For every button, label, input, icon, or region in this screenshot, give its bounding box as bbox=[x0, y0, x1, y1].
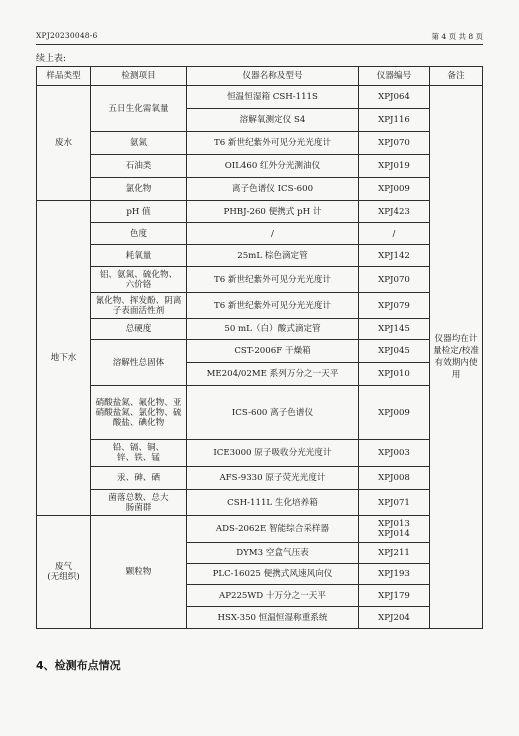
test-item: 氨氮 bbox=[91, 132, 187, 155]
report-number: XPJ20230048-6 bbox=[36, 31, 98, 40]
table-row bbox=[37, 201, 483, 223]
instrument-code: XPJ116 bbox=[359, 109, 430, 132]
test-item: 汞、砷、硒 bbox=[91, 467, 187, 490]
instrument-code: XPJ145 bbox=[359, 319, 430, 340]
instrument-name: / bbox=[187, 223, 359, 245]
instrument-code: XPJ071 bbox=[359, 490, 430, 516]
table-row bbox=[37, 267, 483, 293]
instrument-name: T6 新世纪紫外可见分光光度计 bbox=[187, 293, 359, 319]
instrument-code: XPJ079 bbox=[359, 293, 430, 319]
instrument-code: XPJ179 bbox=[359, 585, 430, 607]
header-instrument: 仪器名称及型号 bbox=[187, 67, 359, 86]
table-row bbox=[37, 86, 483, 109]
instrument-name: 离子色谱仪 ICS-600 bbox=[187, 178, 359, 201]
instrument-name: 恒温恒湿箱 CSH-111S bbox=[187, 86, 359, 109]
table-row bbox=[37, 386, 483, 440]
instrument-name: ADS-2062E 智能综合采样器 bbox=[187, 516, 359, 543]
test-item: 颗粒物 bbox=[91, 516, 187, 629]
instrument-name: 50 mL（白）酸式滴定管 bbox=[187, 319, 359, 340]
header-sample-type: 样品类型 bbox=[37, 67, 91, 86]
instrument-code: XPJ193 bbox=[359, 564, 430, 585]
test-item: 菌落总数、总大肠菌群 bbox=[91, 490, 187, 516]
instrument-name: 溶解氧测定仪 S4 bbox=[187, 109, 359, 132]
instrument-name: DYM3 空盒气压表 bbox=[187, 543, 359, 564]
test-item: 氰化物、挥发酚、阴离子表面活性剂 bbox=[91, 293, 187, 319]
test-item: 铅、镉、铜、锌、铁、锰 bbox=[91, 440, 187, 467]
instrument-name: OIL460 红外分光测油仪 bbox=[187, 155, 359, 178]
instrument-code: XPJ009 bbox=[359, 386, 430, 440]
instrument-code: XPJ009 bbox=[359, 178, 430, 201]
remark-cell: 仪器均在计量检定/校准有效期内使用 bbox=[430, 86, 483, 629]
table-header-row bbox=[37, 67, 483, 86]
table-row bbox=[37, 467, 483, 490]
table-row bbox=[37, 516, 483, 543]
test-item: 总硬度 bbox=[91, 319, 187, 340]
instrument-name: PLC-16025 便携式风速风向仪 bbox=[187, 564, 359, 585]
header-divider bbox=[36, 44, 483, 45]
instrument-code: XPJ070 bbox=[359, 267, 430, 293]
instrument-code: XPJ008 bbox=[359, 467, 430, 490]
instrument-code: XPJ064 bbox=[359, 86, 430, 109]
instrument-code: XPJ013 XPJ014 bbox=[359, 516, 430, 543]
table-row bbox=[37, 293, 483, 319]
table-row bbox=[37, 340, 483, 363]
test-item: 色度 bbox=[91, 223, 187, 245]
test-item: 氯化物 bbox=[91, 178, 187, 201]
page-info: 第 4 页 共 8 页 bbox=[431, 32, 483, 41]
table-row bbox=[37, 178, 483, 201]
sample-type-exhaust: 废气 (无组织) bbox=[37, 516, 91, 629]
section-title: 4、检测布点情况 bbox=[36, 659, 121, 672]
instrument-code: / bbox=[359, 223, 430, 245]
table-row bbox=[37, 245, 483, 267]
instrument-name: PHBJ-260 便携式 pH 计 bbox=[187, 201, 359, 223]
test-item: 石油类 bbox=[91, 155, 187, 178]
instrument-code: XPJ010 bbox=[359, 363, 430, 386]
test-item: 铝、氨氮、硫化物、六价铬 bbox=[91, 267, 187, 293]
header-remark: 备注 bbox=[430, 67, 483, 86]
test-item: 耗氧量 bbox=[91, 245, 187, 267]
table-row bbox=[37, 319, 483, 340]
table-row bbox=[37, 132, 483, 155]
instrument-name: ME204/02ME 系列万分之一天平 bbox=[187, 363, 359, 386]
instrument-name: T6 新世纪紫外可见分光光度计 bbox=[187, 267, 359, 293]
instrument-name: ICS-600 离子色谱仪 bbox=[187, 386, 359, 440]
test-item: 硝酸盐氮、氟化物、亚硝酸盐氮、氯化物、硫酸盐、碘化物 bbox=[91, 386, 187, 440]
continuation-label: 续上表: bbox=[36, 54, 67, 64]
instrument-code: XPJ423 bbox=[359, 201, 430, 223]
instrument-name: HSX-350 恒温恒湿称重系统 bbox=[187, 607, 359, 629]
instrument-name: AFS-9330 原子荧光光度计 bbox=[187, 467, 359, 490]
instrument-code: XPJ204 bbox=[359, 607, 430, 629]
sample-type-wastewater: 废水 bbox=[37, 86, 91, 201]
table-row bbox=[37, 490, 483, 516]
sample-type-groundwater: 地下水 bbox=[37, 201, 91, 516]
instrument-code: XPJ211 bbox=[359, 543, 430, 564]
instrument-name: ICE3000 原子吸收分光光度计 bbox=[187, 440, 359, 467]
instrument-table bbox=[36, 66, 483, 629]
test-item: 五日生化需氧量 bbox=[91, 86, 187, 132]
instrument-code: XPJ019 bbox=[359, 155, 430, 178]
instrument-code: XPJ045 bbox=[359, 340, 430, 363]
instrument-code: XPJ142 bbox=[359, 245, 430, 267]
instrument-name: CST-2006F 干燥箱 bbox=[187, 340, 359, 363]
table-row bbox=[37, 155, 483, 178]
table-row bbox=[37, 223, 483, 245]
header-instrument-code: 仪器编号 bbox=[359, 67, 430, 86]
table-row bbox=[37, 440, 483, 467]
instrument-name: AP225WD 十万分之一天平 bbox=[187, 585, 359, 607]
instrument-code: XPJ070 bbox=[359, 132, 430, 155]
test-item: 溶解性总固体 bbox=[91, 340, 187, 386]
instrument-name: CSH-111L 生化培养箱 bbox=[187, 490, 359, 516]
test-item: pH 值 bbox=[91, 201, 187, 223]
instrument-name: 25mL 棕色滴定管 bbox=[187, 245, 359, 267]
instrument-code: XPJ003 bbox=[359, 440, 430, 467]
header-test-item: 检测项目 bbox=[91, 67, 187, 86]
instrument-name: T6 新世纪紫外可见分光光度计 bbox=[187, 132, 359, 155]
